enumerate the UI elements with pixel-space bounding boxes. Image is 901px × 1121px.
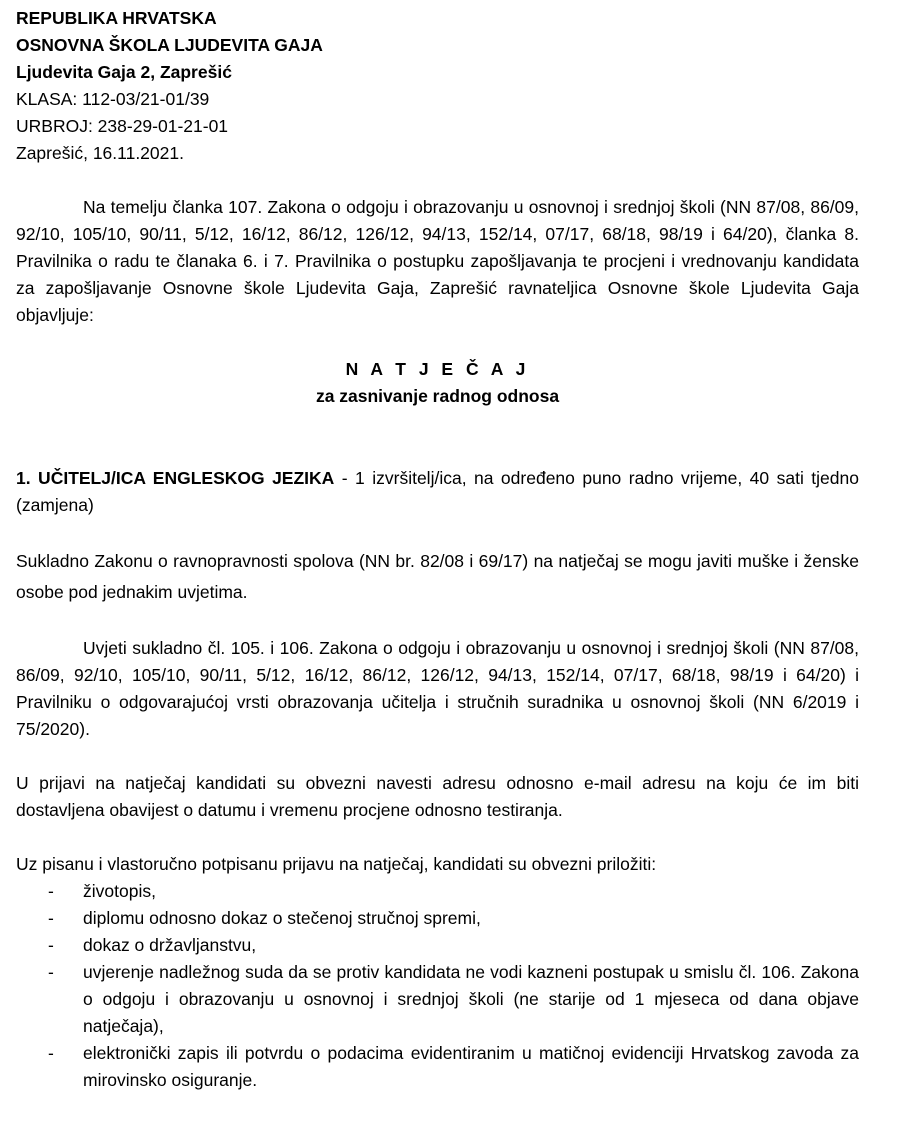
header-address: Ljudevita Gaja 2, Zaprešić: [16, 62, 232, 82]
list-item: - elektronički zapis ili potvrdu o podacima evidentiranim u matičnoj evidenciji Hrvatskog zavoda za mirovinsko osiguranje.: [16, 1040, 859, 1094]
header-klasa: KLASA: 112-03/21-01/39: [16, 89, 210, 109]
application-address-paragraph: U prijavi na natječaj kandidati su obvezni navesti adresu odnosno e-mail adresu na koju će im biti dostavljena obavijest o datumu i vremenu procjene odnosno testiranja.: [16, 773, 859, 820]
header-place-date: Zaprešić, 16.11.2021.: [16, 143, 184, 163]
list-item: - životopis,: [16, 878, 859, 905]
attachments-list: [16, 878, 859, 1094]
list-dash: -: [48, 962, 54, 982]
list-dash: -: [48, 881, 54, 901]
header-country: REPUBLIKA HRVATSKA: [16, 8, 217, 28]
list-dash: -: [48, 908, 54, 928]
notice-title-block: [16, 356, 859, 410]
notice-subtitle: za zasnivanje radnog odnosa: [315, 386, 560, 406]
list-dash: -: [48, 935, 54, 955]
equality-paragraph: Sukladno Zakonu o ravnopravnosti spolova (NN br. 82/08 i 69/17) na natječaj se mogu javiti muške i ženske osobe pod jednakim uvjetima.: [16, 551, 859, 602]
attachments-intro: Uz pisanu i vlastoručno potpisanu prijavu na natječaj, kandidati su obvezni priložiti:: [16, 854, 657, 874]
list-item: - diplomu odnosno dokaz o stečenoj stručnoj spremi,: [16, 905, 859, 932]
document-header: [16, 5, 859, 167]
header-school: OSNOVNA ŠKOLA LJUDEVITA GAJA: [16, 35, 323, 55]
notice-title: N A T J E Č A J: [345, 359, 530, 379]
list-item: - dokaz o državljanstvu,: [16, 932, 859, 959]
position-paragraph: [16, 465, 859, 519]
position-name: 1. UČITELJ/ICA ENGLESKOG JEZIKA: [16, 468, 335, 488]
position-details: - 1 izvršitelj/ica, na određeno puno radno vrijeme, 40 sati tjedno (zamjena): [16, 468, 859, 515]
conditions-paragraph: Uvjeti sukladno čl. 105. i 106. Zakona o odgoju i obrazovanju u osnovnoj i srednjoj školi (NN 87/08, 86/09, 92/10, 105/10, 90/11, 5/12, 16/12, 86/12, 126/12, 94/13, 152/14, 07/17, 68/18, 98/19 i 64/20) i Pravilniku o odgovarajućoj vrsti obrazovanja učitelja i stručnih suradnika u osnovnoj školi (NN 6/2019 i 75/2020).: [16, 638, 859, 739]
intro-paragraph: Na temelju članka 107. Zakona o odgoju i obrazovanju u osnovnoj i srednjoj školi (NN 87/08, 86/09, 92/10, 105/10, 90/11, 5/12, 16/12, 86/12, 126/12, 94/13, 152/14, 07/17, 68/18, 98/19 i 64/20), članka 8. Pravilnika o radu te članaka 6. i 7. Pravilnika o postupku zapošljavanja te procjeni i vrednovanju kandidata za zapošljavanje Osnovne škole Ljudevita Gaja, Zaprešić ravnateljica Osnovne škole Ljudevita Gaja objavljuje:: [16, 197, 859, 325]
list-dash: -: [48, 1043, 54, 1063]
header-urbroj: URBROJ: 238-29-01-21-01: [16, 116, 229, 136]
list-item: - uvjerenje nadležnog suda da se protiv kandidata ne vodi kazneni postupak u smislu čl. 106. Zakona o odgoju i obrazovanju u osnovnoj i srednjoj školi (ne starije od 1 mjeseca od dana objave natječaja),: [16, 959, 859, 1040]
